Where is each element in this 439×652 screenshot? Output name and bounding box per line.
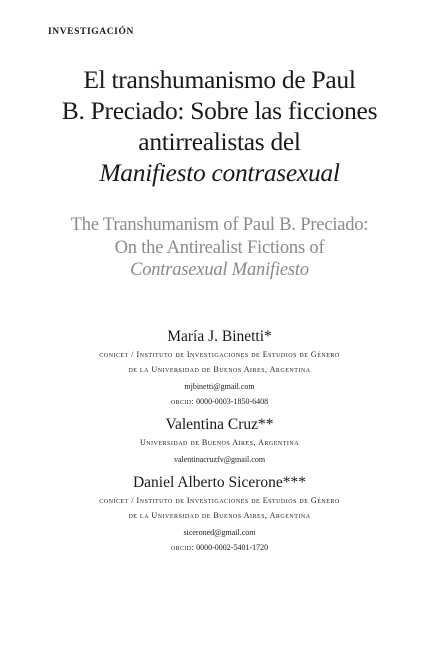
author-name: María J. Binetti* (167, 328, 272, 345)
author-block-1 (0, 327, 439, 409)
subtitle-line-1: The Transhumanism of Paul B. Preciado: (70, 215, 369, 235)
orcid-label: orcid: (170, 397, 195, 406)
section-label: INVESTIGACIÓN (48, 27, 134, 37)
author-list (0, 327, 439, 561)
author-email: siceroned@gmail.com (183, 528, 256, 537)
subtitle-line-2: On the Antirealist Fictions of (114, 237, 325, 258)
author-name: Valentina Cruz** (165, 416, 274, 433)
orcid-number: 0000-0002-5401-1720 (196, 543, 269, 552)
title-line-3: antirrealistas del (138, 127, 301, 156)
author-affiliation: de la Universidad de Buenos Aires, Argentina (128, 511, 311, 520)
author-affiliation: Universidad de Buenos Aires, Argentina (139, 438, 300, 447)
author-orcid (0, 394, 439, 409)
title-line-2: B. Preciado: Sobre las ficciones (61, 96, 378, 125)
author-affiliation: conicet / Instituto de Investigaciones de Estudios de Género (99, 350, 340, 359)
article-title (20, 64, 419, 188)
orcid-number: 0000-0003-1850-6408 (196, 397, 269, 406)
author-affiliation: de la Universidad de Buenos Aires, Argentina (128, 365, 311, 374)
author-affiliation: conicet / Instituto de Investigaciones de Estudios de Género (99, 496, 340, 505)
author-name: Daniel Alberto Sicerone*** (132, 474, 307, 491)
author-block-2 (0, 415, 439, 467)
title-line-1: El transhumanismo de Paul (83, 65, 356, 94)
subtitle-line-3: Contrasexual Manifiesto (130, 260, 309, 280)
title-line-4: Manifiesto contrasexual (99, 158, 340, 187)
article-subtitle-english (20, 214, 419, 282)
author-block-3 (0, 473, 439, 555)
author-email: valentinacruzfv@gmail.com (173, 455, 266, 464)
author-orcid (0, 540, 439, 555)
author-email: mjbinetti@gmail.com (184, 382, 255, 391)
orcid-label: orcid: (170, 543, 195, 552)
